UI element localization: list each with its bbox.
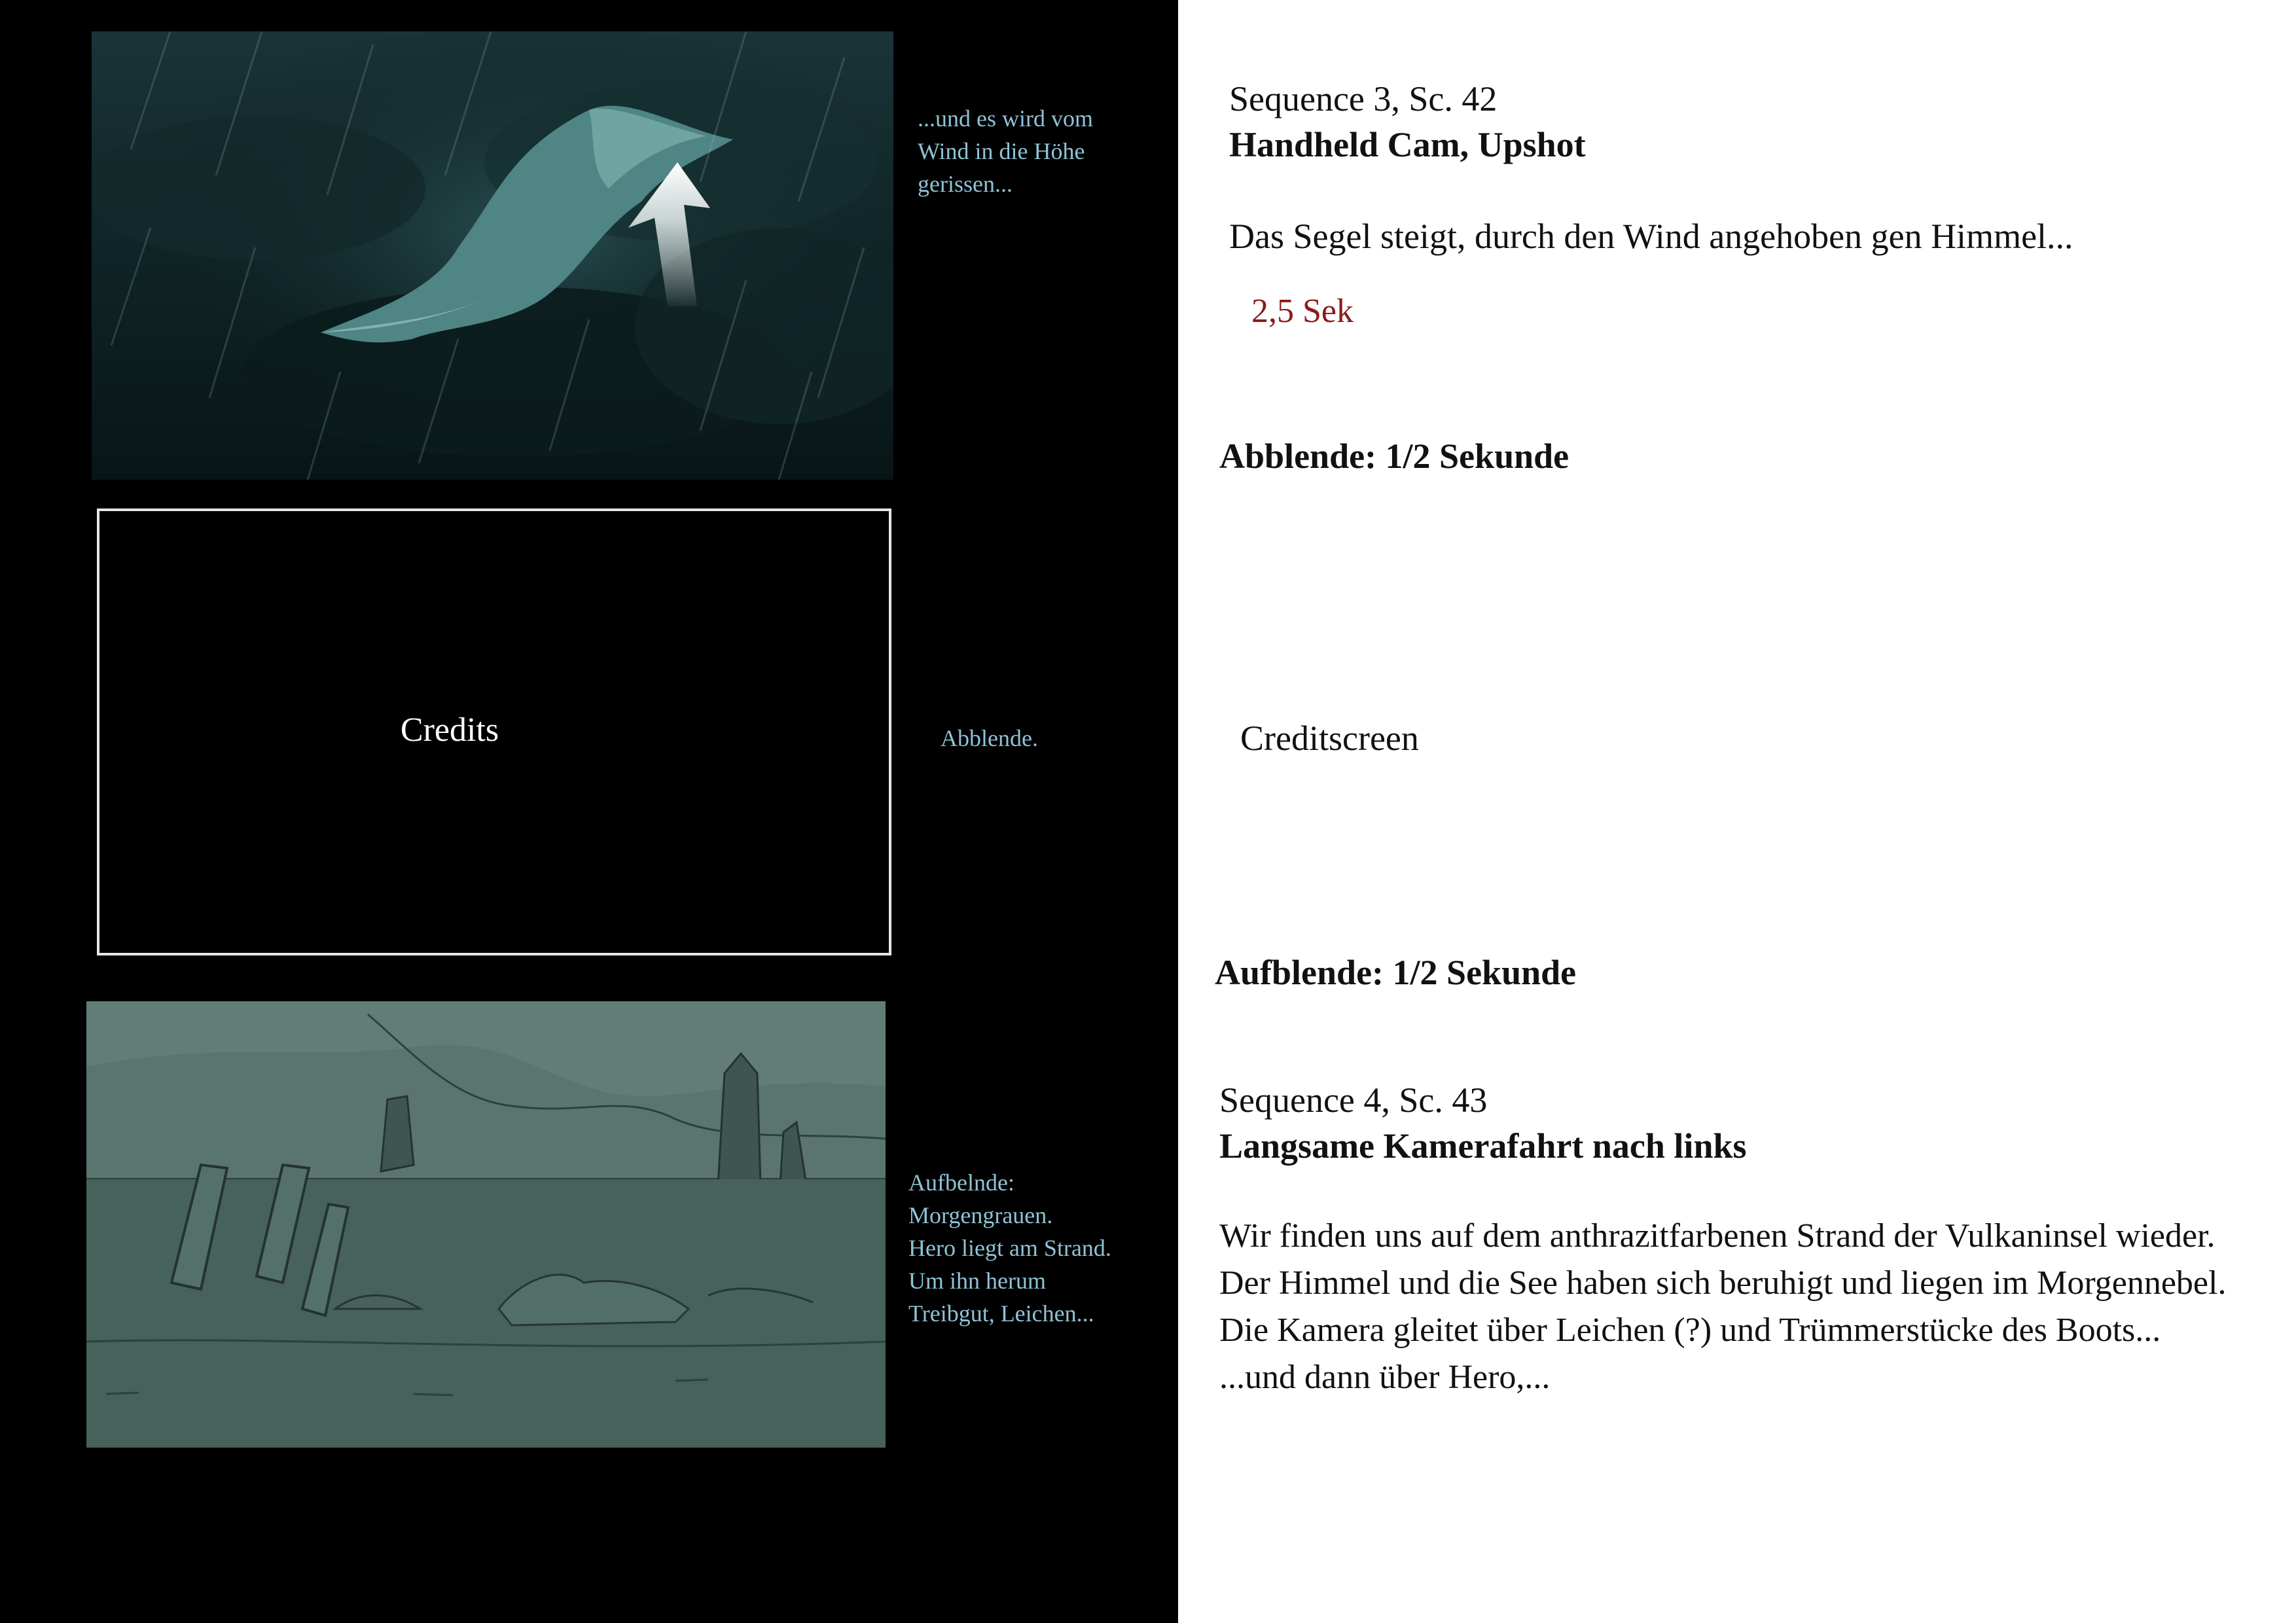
credits-frame	[97, 508, 891, 955]
storm-sail-image	[92, 31, 893, 480]
panel1-scene-heading: Sequence 3, Sc. 42	[1229, 79, 1498, 118]
panel3-description: Wir finden uns auf dem anthrazitfarbenen Strand der Vulkaninsel wieder. Der Himmel und die See haben sich beruhigt und liegen im Morgennebel. Die Kamera gleitet über Leichen (?) und Trümmerstücke des Boots... ...und dann über Hero,...	[1219, 1217, 2227, 1396]
storm-sail-frame	[92, 31, 893, 480]
panel3-caption: Aufbelnde: Morgengrauen. Hero liegt am Strand. Um ihn herum Treibgut, Leichen...	[908, 1169, 1111, 1327]
panel3-shot-type: Langsame Kamerafahrt nach links	[1219, 1126, 1747, 1166]
beach-sketch-image	[86, 1001, 886, 1448]
fade-out-note: Abblende: 1/2 Sekunde	[1219, 437, 1570, 476]
panel2-caption: Abblende.	[941, 725, 1038, 751]
panel1-description: Das Segel steigt, durch den Wind angehoben gen Himmel...	[1229, 217, 2073, 256]
panel1-duration: 2,5 Sek	[1251, 293, 1354, 330]
panel1-shot-type: Handheld Cam, Upshot	[1229, 125, 1586, 164]
credits-frame-title: Credits	[400, 711, 499, 749]
panel2-description: Creditscreen	[1240, 719, 1419, 758]
panel3-scene-heading: Sequence 4, Sc. 43	[1219, 1080, 1488, 1120]
beach-frame	[86, 1001, 886, 1448]
panel1-caption: ...und es wird vom Wind in die Höhe gerissen...	[918, 105, 1093, 197]
fade-in-note: Aufblende: 1/2 Sekunde	[1215, 953, 1577, 992]
